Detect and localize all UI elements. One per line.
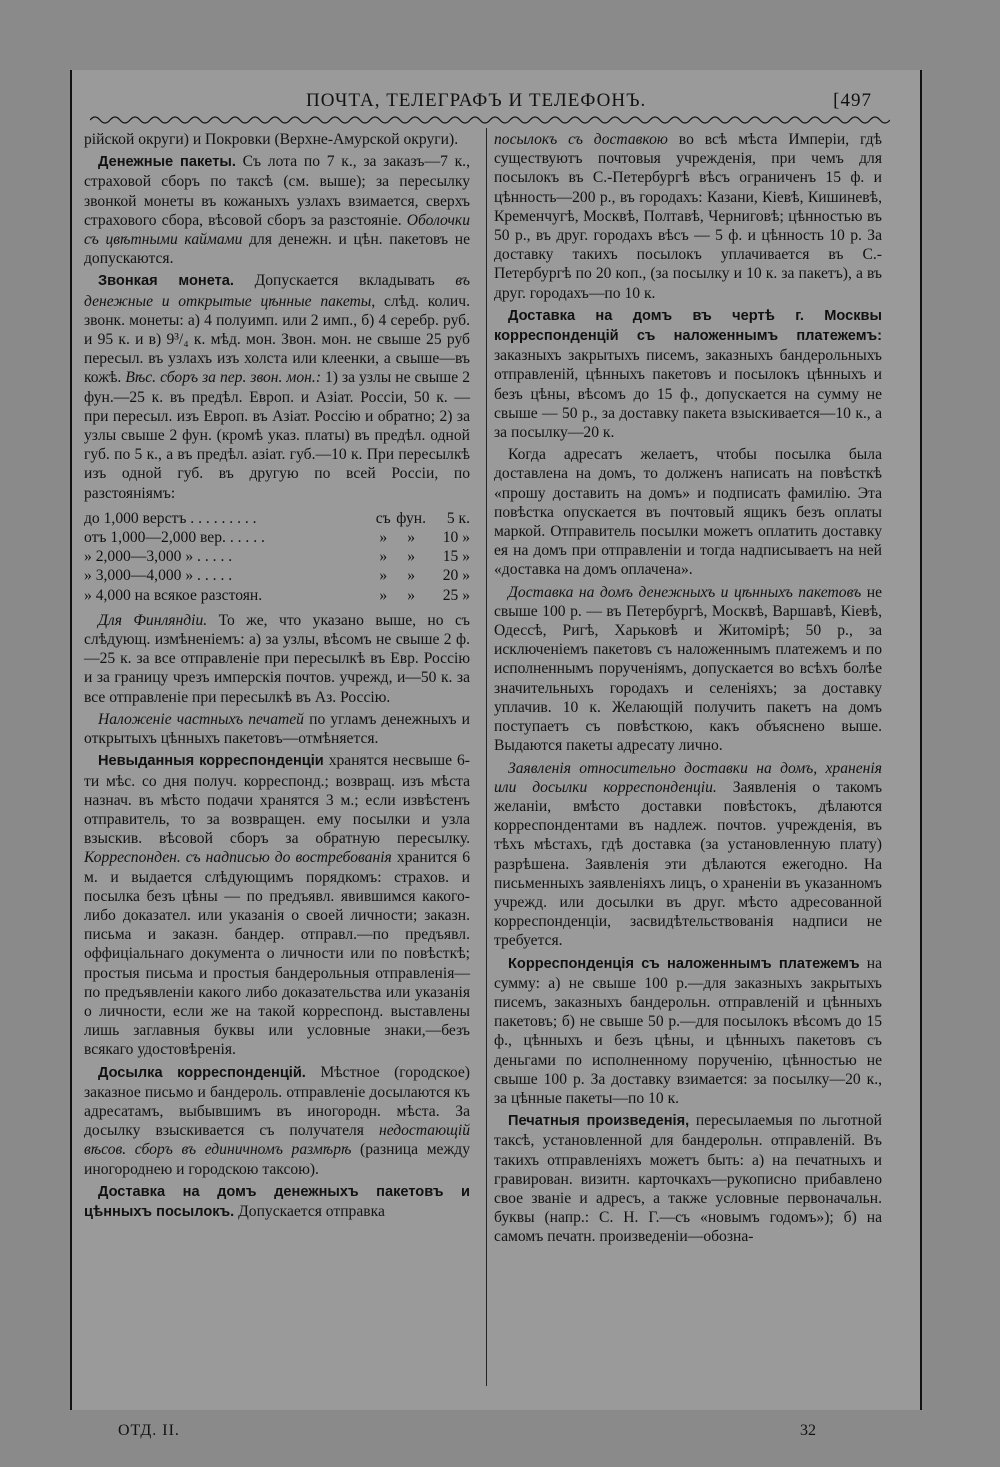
table-row: отъ 1,000—2,000 вер. . . . . . » » 10 » xyxy=(84,529,470,547)
footer-section: ОТД. II. xyxy=(118,1422,180,1439)
wavy-rule xyxy=(90,114,890,126)
paragraph-moscow-cod: Доставка на домъ въ чертѣ г. Москвы корреспонденцій съ наложеннымъ платежемъ: заказныхъ закрытыхъ писемъ, заказныхъ бандерольныхъ отправленій, цѣнныхъ пакетовъ и посылокъ цѣнныхъ и безъ цѣны, вѣсомъ до 15 ф., допускается на сумму не свыше — 50 р., за доставку пакета взыскивается—10 к., а за посылку—20 к. xyxy=(494,307,882,442)
right-column xyxy=(494,130,882,1250)
table-row: » 3,000—4,000 » . . . . . » » 20 » xyxy=(84,567,470,585)
paragraph-printed-matter: Печатныя произведенія, пересылаемыя по льготной таксѣ, установленной для бандерольн. отправленій. Въ такихъ отправленіяхъ можетъ быть: а) на печатныхъ и гравирован. визитн. карточкахъ—рукописно прибавлено свое званіе и адресъ, а также условные первоначальн. буквы (напр.: С. Н. Г.—съ «новымъ годомъ»); б) на самомъ печатн. произведеніи—обозна- xyxy=(494,1112,882,1246)
paragraph-coins: Звонкая монета. Допускается вкладывать въ денежные и открытые цѣнные пакеты, слѣд. колич. звонк. монеты: а) 4 полуимп. или 2 имп., б) 4 серебр. руб. и 95 к. и в) 9³/₄ к. мѣд. мон. Звон. мон. не свыше 25 руб пересыл. въ узлахъ изъ холста или клеенки, а свыше—въ кожѣ. Вѣс. сборъ за пер. звон. мон.: 1) за узлы не свыше 2 фун.—25 к. въ предѣл. Европ. и Азіат. Россіи, 50 к. — при пересыл. изъ Европ. въ Азіат. Россію и обратно; 2) за узлы свыше 2 фун. (кромѣ указ. платы) въ предѣл. одной губ. по 5 к., а въ предѣл. азіат. губ.—10 к. При пересылкѣ изъ одной губ. въ другую по всей Россіи, по разстояніямъ: xyxy=(84,272,470,502)
column-divider xyxy=(486,128,487,1386)
paragraph-addressee-request: Когда адресатъ желаетъ, чтобы посылка была доставлена на домъ, то долженъ написать на повѣсткѣ «прошу доставить на домъ» и подписать фамилію. Эта повѣстка опускается въ почтовый ящикъ безъ оплаты маркой. Отправитель посылки можетъ оплатить доставку ея на домъ при отправленіи и тогда надписываетъ на ней «доставка на домъ оплачена». xyxy=(494,446,882,579)
paragraph-home-delivery: Доставка на домъ денежныхъ пакетовъ и цѣнныхъ посылокъ. Допускается отправка xyxy=(84,1183,470,1220)
paragraph-finland: Для Финляндіи. То же, что указано выше, но съ слѣдующ. измѣненіемъ: а) за узлы, вѣсомъ не свыше 2 ф.—25 к. за все отправленіе при пересылкѣ въ Евр. Россію и за границу чрезъ имперскія почтов. учрежд, и—50 к. за все отправленіе при пересылкѣ въ Аз. Россію. xyxy=(84,611,470,706)
paragraph-forwarding: Досылка корреспонденцій. Мѣстное (городское) заказное письмо и бандероль. отправленіе досылаются къ адресатамъ, выбывшимъ въ иногородн. мѣста. За досылку взыскивается съ получателя недостающій вѣсов. сборъ въ единичномъ размѣрѣ (разница между иногороднею и городскою таксою). xyxy=(84,1063,470,1178)
paragraph-money-packets: Денежные пакеты. Съ лота по 7 к., за заказъ—7 к., страховой сборъ по таксѣ (см. выше); за пересылку звонкой монеты въ кожаныхъ узлахъ взимается, сверхъ страхового сбора, вѣсовой сборъ за разстояніе. Оболочки съ цвѣтными каймами для денежн. и цѣн. пакетовъ не допускаются. xyxy=(84,153,470,268)
page-number: [497 xyxy=(833,90,872,111)
paragraph-undelivered: Невыданныя корреспонденціи хранятся несвыше 6-ти мѣс. со дня получ. корреспонд.; возвращ. изъ мѣста назнач. въ мѣсто подачи хранятся 3 м.; если извѣстенъ отправитель, то за возвращен. ему посылки и узла взыскив. вѣсовой сборъ за обратную пересылку. Корреспонден. съ надписью до востребованія хранится 6 м. и выдается слѣдующимъ порядкомъ: страхов. и посылка безъ цѣны — по предъявл. явившимся какого-либо доказател. или указанія о своей личности; заказн. письма и заказн. бандер. отправл.—по предъявл. оффиціальнаго документа о личности или по повѣсткѣ; простыя письма и простыя бандерольныя отправленія—по предъявленіи какого либо доказательства или указанія о личности, если же на такой корреспонд. выставлены лишь заглавныя буквы или условные знаки,—безъ всякаго удостовѣренія. xyxy=(84,752,470,1059)
paragraph-cod: Корреспонденція съ наложеннымъ платежемъ на сумму: а) не свыше 100 р.—для заказныхъ закрытыхъ писемъ, заказныхъ бандерольн. отправленій и цѣнныхъ пакетовъ; б) не свыше 50 р.—для посылокъ вѣсомъ до 15 ф., цѣнныхъ и безъ цѣны, и цѣнныхъ пакетовъ съ деньгами по исполненному порученію, цѣнностью не свыше 100 р. За доставку взимается: за посылку—20 к., за цѣнные пакеты—по 10 к. xyxy=(494,954,882,1107)
table-row: » 2,000—3,000 » . . . . . » » 15 » xyxy=(84,548,470,566)
distance-rate-table xyxy=(84,509,470,605)
paragraph-seals: Наложеніе частныхъ печатей по угламъ денежныхъ и открытыхъ цѣнныхъ пакетовъ—отмѣняется. xyxy=(84,710,470,748)
table-row: » 4,000 на всякое разстоян. » » 25 » xyxy=(84,586,470,604)
paragraph-valuables-delivery: Доставка на домъ денежныхъ и цѣнныхъ пакетовъ не свыше 100 р. — въ Петербургѣ, Москвѣ, Варшавѣ, Кіевѣ, Одессѣ, Ригѣ, Харьковѣ и Житомірѣ; 50 р., за исключеніемъ пакетовъ съ наложеннымъ платежемъ и по исполненнымъ порученіямъ, допускается во всѣхъ болѣе значительныхъ городахъ и селеніяхъ; за доставку уплачив. 10 к. Желающій получить пакетъ на домъ поступаетъ съ повѣсткою, какъ объяснено выше. Выдаются пакеты адресату лично. xyxy=(494,583,883,755)
running-title: ПОЧТА, ТЕЛЕГРАФЪ И ТЕЛЕФОНЪ. xyxy=(306,90,647,111)
left-column xyxy=(84,130,470,1225)
paragraph-continuation: рійской округи) и Покровки (Верхне-Амурской округи). xyxy=(84,131,459,148)
footer-sheet-number: 32 xyxy=(800,1422,816,1439)
table-row: до 1,000 верстъ . . . . . . . . . съ фун. 5 к. xyxy=(84,509,470,527)
paragraph-parcels-delivery: посылокъ съ доставкою во всѣ мѣста Имперіи, гдѣ существуютъ почтовыя учрежденія, при чемъ для посылокъ въ С.-Петербургѣ вѣсъ ограниченъ 15 ф. и цѣнность—200 р., въ городахъ: Казани, Кіевѣ, Кишиневѣ, Кременчугѣ, Москвѣ, Полтавѣ, Черниговѣ; цѣнностью въ 50 р., въ друг. городахъ вѣсъ — 5 ф. и цѣнность 10 р. За доставку такихъ посылокъ уплачивается въ С.-Петербургѣ по 20 коп., (за посылку и 10 к. за пакетъ), а въ друг. городахъ—по 10 к. xyxy=(494,131,882,302)
paragraph-statements: Заявленія относительно доставки на домъ, храненія или досылки корреспонденціи. Заявленія о такомъ желаніи, вмѣсто доставки повѣстокъ, дѣлаются корреспондентами въ надлеж. почтов. учрежденія, въ тѣхъ мѣстахъ, гдѣ доставка (за установленную плату) разрѣшена. Заявленія эти дѣлаются ежегодно. На письменныхъ заявленіяхъ лицъ, о храненіи въ указанномъ учрежд. или досылки въ друг. мѣсто адресованной корреспонденціи, засвидѣтельствованія надписи не требуется. xyxy=(494,759,883,950)
